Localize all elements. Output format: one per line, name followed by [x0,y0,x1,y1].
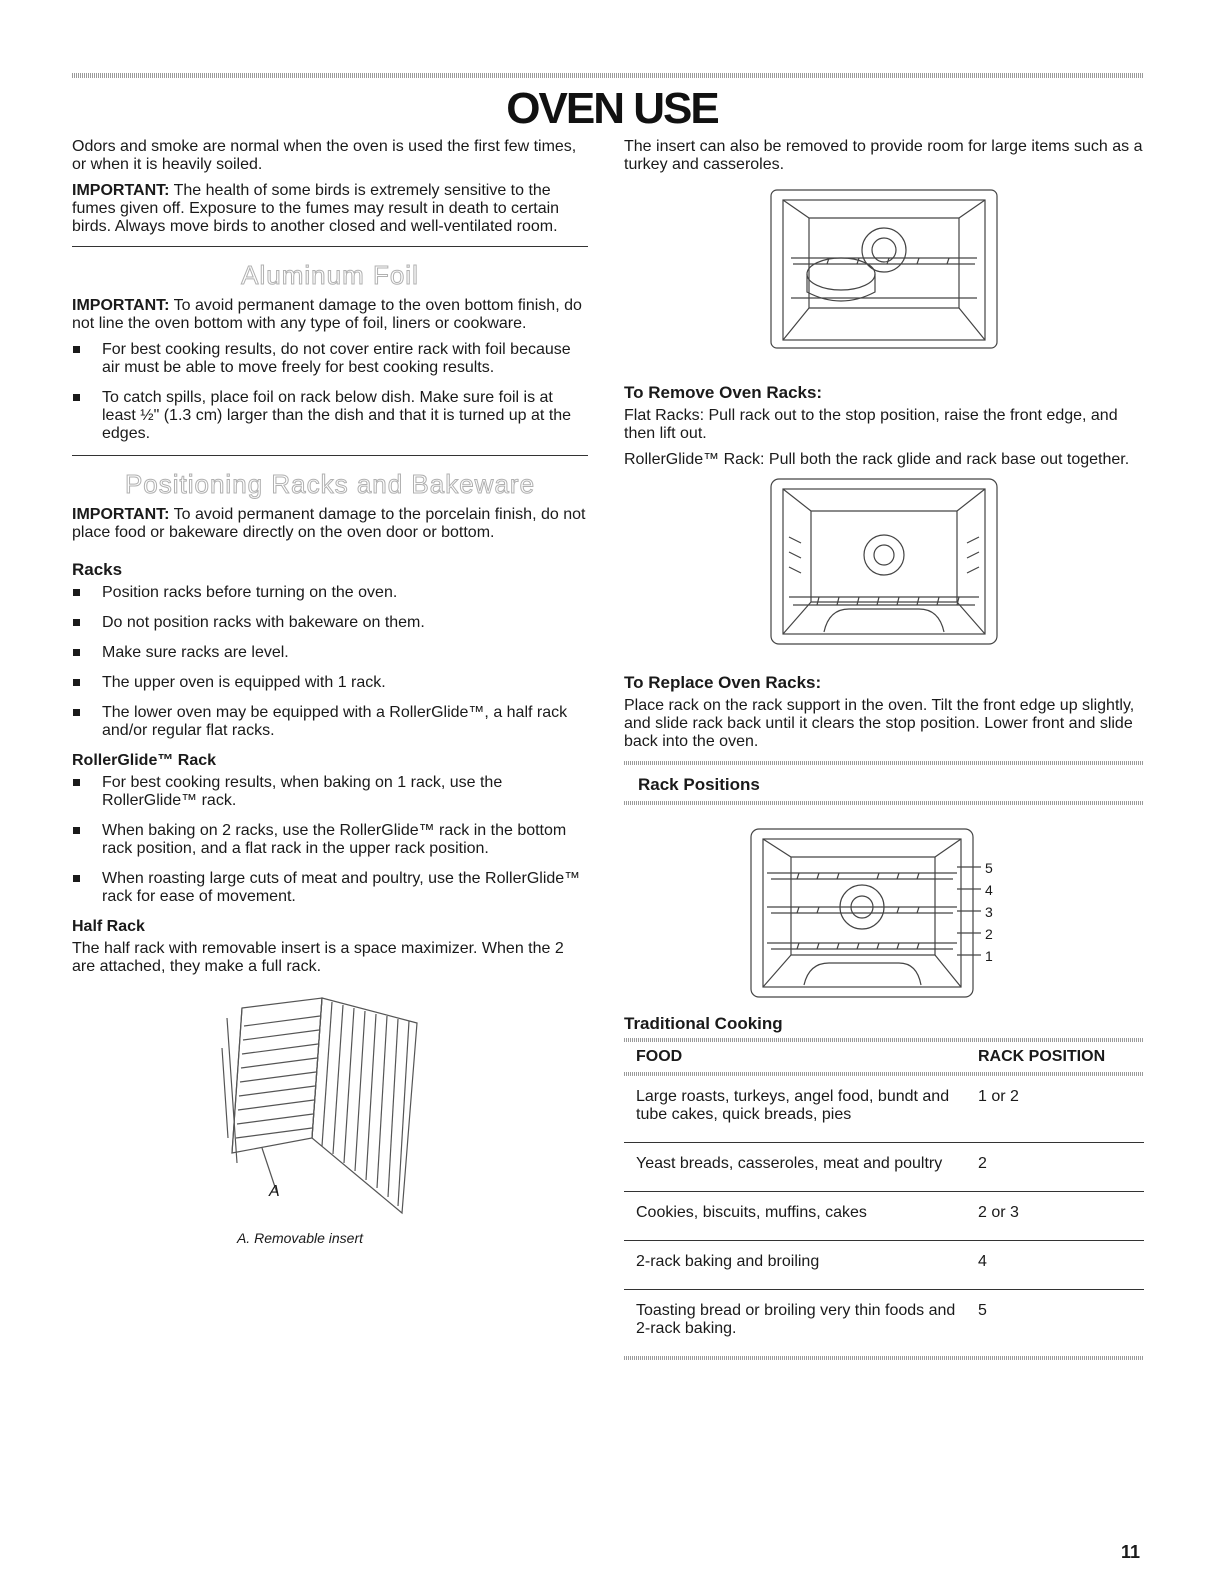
positioning-heading: Positioning Racks and Bakeware [124,469,536,499]
rack-position-label: 3 [985,904,993,920]
racks-bullet: Make sure racks are level. [72,644,588,662]
birds-important-label: IMPORTANT: [72,182,170,199]
foil-heading: Aluminum Foil [241,260,419,290]
rollerglide-heading: RollerGlide™ Rack [72,752,217,769]
half-rack-illustration [202,988,462,1223]
half-rack-text: The half rack with removable insert is a space maximizer. When the 2 are attached, they make a full rack. [72,940,564,975]
positioning-warning [72,506,588,542]
position-cell: 1 or 2 [966,1076,1144,1143]
remove-racks-heading: To Remove Oven Racks: [624,383,823,402]
racks-bullets [72,584,588,740]
rack-position-label: 2 [985,926,993,942]
rack-position-label: 4 [985,882,993,898]
foil-warning [72,297,588,333]
table-header-row [624,1042,1144,1072]
birds-warning [72,182,588,236]
top-rule [72,73,1144,78]
page-number: 11 [1120,1542,1140,1562]
figure-caption: A. Removable insert [236,1230,364,1246]
rack-positions-rule-top [624,761,1144,765]
positioning-important-label: IMPORTANT: [72,506,170,523]
food-column-header: FOOD [636,1048,683,1065]
food-cell: Toasting bread or broiling very thin foods and 2-rack baking. [636,1302,956,1337]
position-cell: 5 [978,1302,987,1319]
rollerglide-bullet: For best cooking results, when baking on 1 rack, use the RollerGlide™ rack. [72,774,588,810]
rollerglide-bullets [72,774,588,906]
foil-important-label: IMPORTANT: [72,297,170,314]
table-row [624,1241,1144,1290]
food-cell: Cookies, biscuits, muffins, cakes [624,1192,966,1241]
oven-racks-illustration [769,477,999,647]
racks-heading: Racks [72,560,123,579]
position-cell: 2 or 3 [966,1192,1144,1241]
insert-text: The insert can also be removed to provide room for large items such as a turkey and casseroles. [624,138,1143,173]
section-divider [72,246,588,247]
food-cell: Yeast breads, casseroles, meat and poultry [624,1143,966,1192]
rollerglide-bullet: When baking on 2 racks, use the RollerGlide™ rack in the bottom rack position, and a flat rack in the upper rack position. [72,822,588,858]
rollerglide-bullet: When roasting large cuts of meat and poultry, use the RollerGlide™ rack for ease of movement. [72,870,588,906]
food-cell: Large roasts, turkeys, angel food, bundt and tube cakes, quick breads, pies [624,1076,966,1143]
foil-important-text: To avoid permanent damage to the oven bottom finish, do not line the oven bottom with any type of foil, liners or cookware. [72,297,582,332]
position-cell: 4 [966,1241,1144,1290]
positioning-important-text: To avoid permanent damage to the porcelain finish, do not place food or bakeware directly on the oven door or bottom. [72,506,586,541]
food-cell: 2-rack baking and broiling [624,1241,966,1290]
rack-positions-illustration [749,827,989,1002]
birds-important-text: The health of some birds is extremely sensitive to the fumes given off. Exposure to the fumes may result in death to certain birds. Always move birds to another closed and well-ventilated room. [72,182,560,235]
racks-bullet: Do not position racks with bakeware on them. [72,614,588,632]
half-rack-heading: Half Rack [72,918,145,935]
page-title: OVEN USE [506,84,718,133]
position-cell: 2 [966,1143,1144,1192]
remove-rollerglide-rack: RollerGlide™ Rack: Pull both the rack glide and rack base out together. [624,451,1130,468]
rack-positions-figure [749,827,1019,1002]
racks-bullet: The lower oven may be equipped with a RollerGlide™, a half rack and/or regular flat racks. [72,704,588,740]
insert-callout-label: A [269,1183,280,1200]
traditional-cooking-heading: Traditional Cooking [624,1014,783,1033]
intro-paragraph: Odors and smoke are normal when the oven is used the first few times, or when it is heavily soiled. [72,138,577,173]
traditional-cooking-table [624,1042,1144,1356]
table-row [624,1290,1144,1357]
rack-positions-rule-bottom [624,801,1144,805]
left-column [72,138,588,1247]
foil-bullets [72,341,588,443]
table-rule-bottom [624,1356,1144,1360]
remove-flat-racks: Flat Racks: Pull rack out to the stop position, raise the front edge, and then lift out. [624,407,1118,442]
rack-position-label: 1 [985,948,993,964]
table-row [624,1076,1144,1143]
racks-bullet: The upper oven is equipped with 1 rack. [72,674,588,692]
rack-position-label: 5 [985,860,993,876]
rack-positions-heading: Rack Positions [638,775,760,794]
replace-racks-text: Place rack on the rack support in the oven. Tilt the front edge up slightly, and slide rack back until it clears the stop position. Lower front and slide back into the oven. [624,697,1135,750]
rack-position-column-header: RACK POSITION [978,1048,1106,1065]
table-row [624,1143,1144,1192]
right-column [624,138,1144,1360]
oven-with-roaster-illustration [769,188,999,353]
racks-bullet: Position racks before turning on the oven. [72,584,588,602]
section-divider [72,455,588,456]
foil-bullet: To catch spills, place foil on rack below dish. Make sure foil is at least ½" (1.3 cm) larger than the dish and that it is turned up at the edges. [72,389,588,443]
table-row [624,1192,1144,1241]
foil-bullet: For best cooking results, do not cover entire rack with foil because air must be able to move freely for best cooking results. [72,341,588,377]
replace-racks-heading: To Replace Oven Racks: [624,673,822,692]
